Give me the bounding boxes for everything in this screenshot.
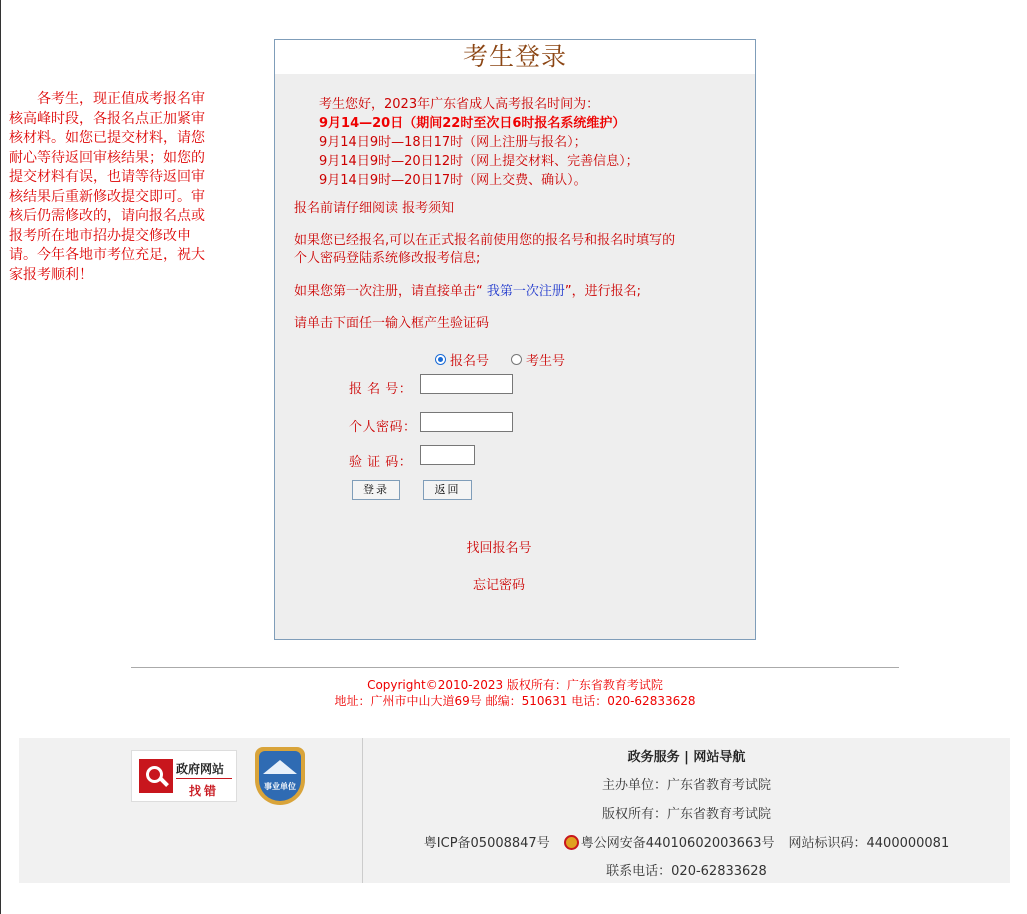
schedule-materials: 9月14日9时—20日12时（网上提交材料、完善信息）； <box>319 154 639 169</box>
reg-no-label: 报 名 号： <box>349 382 413 397</box>
id-type-radio-group <box>435 350 565 369</box>
first-register-link[interactable]: 我第一次注册 <box>482 284 565 299</box>
magnifier-icon <box>139 759 173 793</box>
back-button[interactable]: 返回 <box>423 480 472 500</box>
first-register-hint <box>294 283 641 301</box>
rights-owner: 版权所有：广东省教育考试院 <box>601 807 771 822</box>
record-numbers <box>363 832 1010 851</box>
police-badge-icon <box>564 835 579 850</box>
address-line: 地址：广州市中山大道69号 邮编：510631 电话：020-62833628 <box>334 694 696 708</box>
site-code: 网站标识码：4400000081 <box>788 836 950 851</box>
password-label: 个人密码： <box>349 420 417 435</box>
gov-badge-title: 政府网站 <box>176 762 225 776</box>
captcha-label: 验 证 码： <box>349 455 413 470</box>
registered-hint-line1: 如果您已经报名,可以在正式报名前使用您的报名号和报名时填写的 <box>294 233 676 248</box>
forgot-password-link[interactable]: 忘记密码 <box>472 578 525 593</box>
registered-hint <box>294 232 675 268</box>
gov-site-error-badge[interactable] <box>131 750 237 802</box>
login-button[interactable]: 登录 <box>352 480 400 500</box>
copyright-line: Copyright©2010-2023 版权所有：广东省教育考试院 <box>367 678 663 692</box>
host-unit: 主办单位：广东省教育考试院 <box>601 778 771 793</box>
police-record[interactable]: 粤公网安备44010602003663号 <box>580 836 775 851</box>
footer-nav[interactable]: 政务服务 | 网站导航 <box>627 750 746 765</box>
radio-unchecked-icon[interactable] <box>511 354 522 365</box>
icp-number[interactable]: 粤ICP备05008847号 <box>423 836 550 851</box>
public-institution-shield-icon[interactable] <box>255 747 305 807</box>
schedule-payment: 9月14日9时—20日17时（网上交费、确认）。 <box>319 173 587 188</box>
retrieve-reg-no-link[interactable]: 找回报名号 <box>466 541 532 556</box>
contact-phone: 联系电话：020-62833628 <box>606 864 767 879</box>
radio-checked-icon[interactable] <box>435 354 446 365</box>
schedule-register: 9月14日9时—18日17时（网上注册与报名）； <box>319 135 587 150</box>
site-footer <box>19 738 1010 883</box>
gov-badge-sub: 找错 <box>189 784 220 798</box>
schedule-maintenance: 9月14—20日（期间22时至次日6时报名系统维护） <box>319 116 626 131</box>
side-notice: 各考生，现正值成考报名审核高峰时段，各报名点正加紧审核材料。如您已提交材料，请您耐心等待返回审核结果；如您的提交材料有误，也请等待返回审核结果后重新修改提交即可。审核后仍需修改的，请向报名点或报考所在地市招办提交修改申请。今年各地市考位充足，祝大家报考顺利！ <box>9 91 205 283</box>
reg-no-input[interactable] <box>420 374 513 394</box>
registered-hint-line2: 个人密码登陆系统修改报考信息; <box>294 251 481 266</box>
radio-reg-no-label: 报名号 <box>450 354 490 369</box>
first-register-text: 如果您第一次注册，请直接单击“ <box>294 284 483 299</box>
login-title: 考生登录 <box>275 40 755 74</box>
shield-label: 事业单位 <box>264 782 296 791</box>
copyright <box>131 677 899 709</box>
captcha-input[interactable] <box>420 445 475 465</box>
read-notice-link[interactable]: 报名前请仔细阅读 报考须知 <box>294 201 455 216</box>
password-input[interactable] <box>420 412 513 432</box>
captcha-hint: 请单击下面任一输入框产生验证码 <box>294 316 490 331</box>
radio-exam-no-label: 考生号 <box>526 354 566 369</box>
enrollment-schedule <box>319 95 639 190</box>
divider <box>131 667 899 668</box>
radio-exam-no[interactable] <box>511 350 565 369</box>
first-register-text-end: ”，进行报名; <box>564 284 642 299</box>
schedule-intro: 考生您好，2023年广东省成人高考报名时间为： <box>319 97 600 112</box>
radio-reg-no[interactable] <box>435 350 489 369</box>
login-panel <box>274 39 756 640</box>
